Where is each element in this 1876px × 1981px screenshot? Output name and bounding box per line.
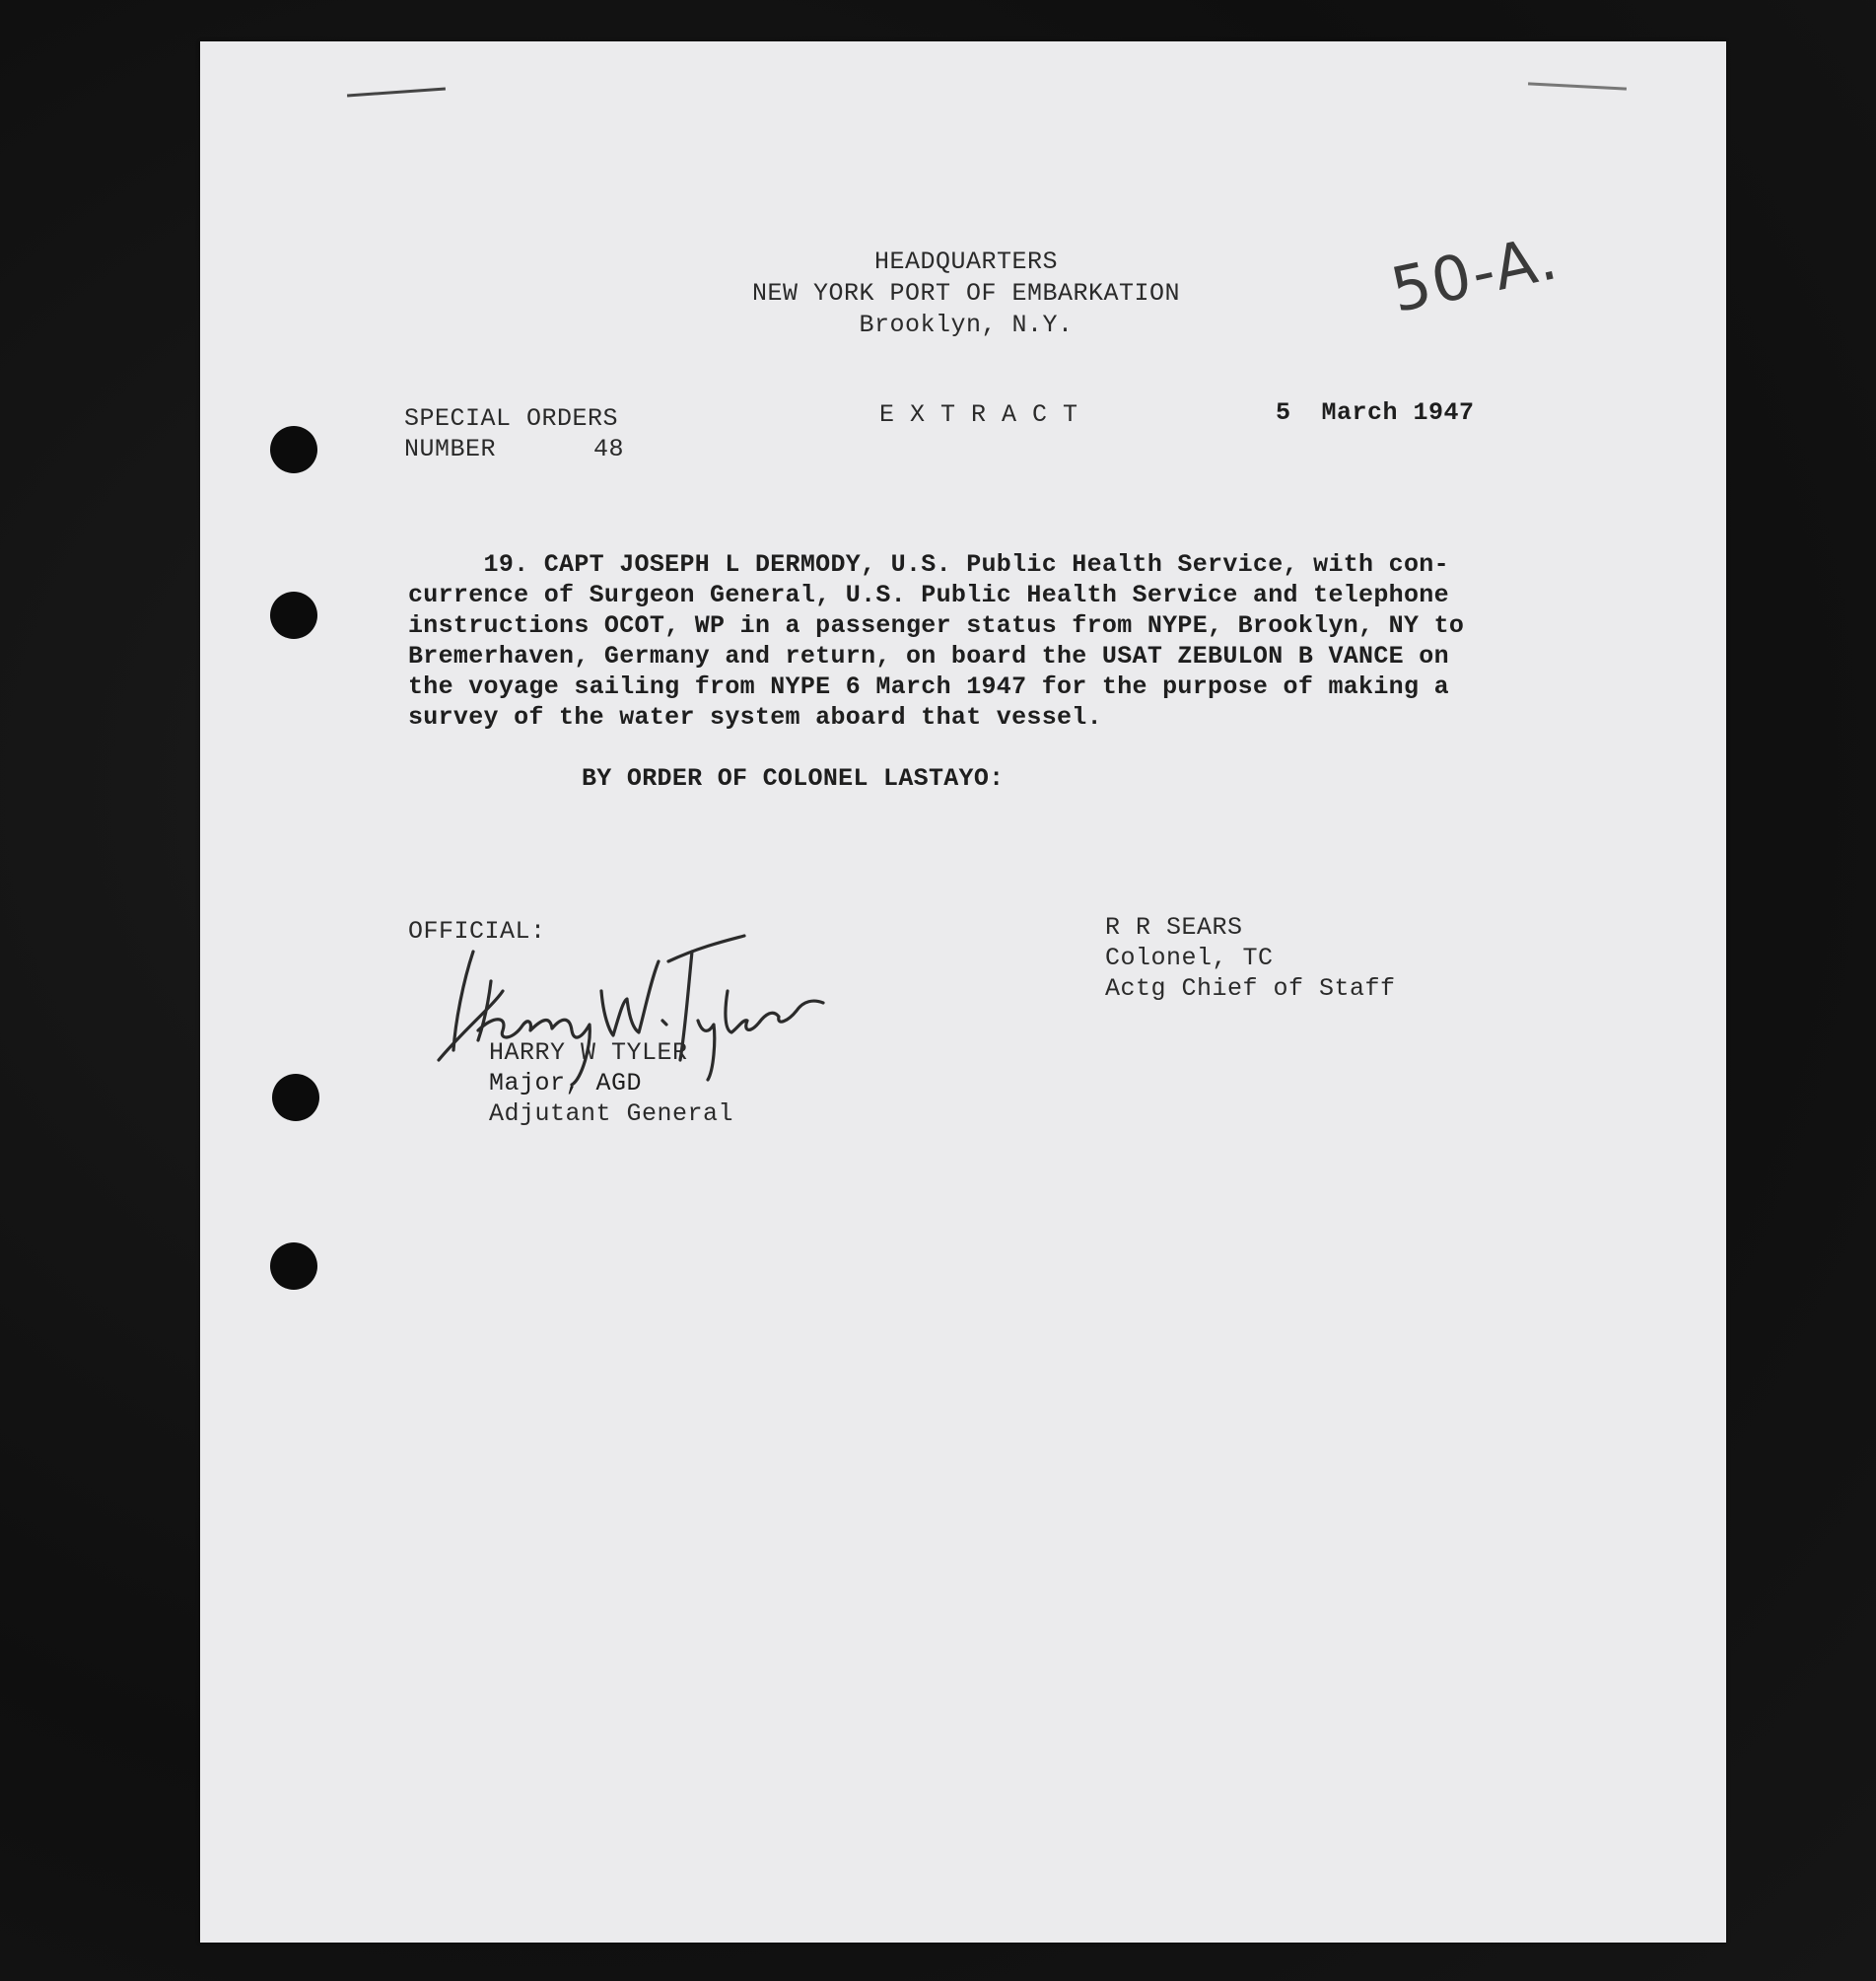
- paragraph-line-6: survey of the water system aboard that vessel.: [408, 703, 1102, 732]
- sears-name: R R SEARS: [1105, 913, 1243, 942]
- sears-rank: Colonel, TC: [1105, 944, 1274, 972]
- header-location: Brooklyn, N.Y.: [859, 311, 1074, 339]
- header-headquarters: HEADQUARTERS: [873, 248, 1059, 276]
- number-label: NUMBER: [404, 435, 497, 463]
- paragraph-line-1: 19. CAPT JOSEPH L DERMODY, U.S. Public Health Service, with con-: [408, 550, 1449, 579]
- extract-label: EXTRACT: [879, 400, 1094, 429]
- handwritten-signature: [434, 922, 828, 1090]
- punch-hole-1: [270, 426, 317, 473]
- special-orders-label: SPECIAL ORDERS: [404, 404, 619, 433]
- sears-title: Actg Chief of Staff: [1105, 974, 1396, 1003]
- punch-hole-4: [270, 1242, 317, 1290]
- paragraph-line-2: currence of Surgeon General, U.S. Public Health Service and telephone: [408, 581, 1449, 609]
- punch-hole-3: [272, 1074, 319, 1121]
- official-name: HARRY W TYLER: [489, 1038, 688, 1067]
- paragraph-line-3: instructions OCOT, WP in a passenger status from NYPE, Brooklyn, NY to: [408, 611, 1465, 640]
- header-port: NEW YORK PORT OF EMBARKATION: [751, 279, 1181, 308]
- paragraph-line-4: Bremerhaven, Germany and return, on board the USAT ZEBULON B VANCE on: [408, 642, 1449, 671]
- official-title: Adjutant General: [489, 1099, 734, 1128]
- official-label: OFFICIAL:: [408, 917, 546, 946]
- handwritten-annotation: 50-A.: [1384, 221, 1565, 326]
- order-number: 48: [593, 435, 625, 463]
- by-order-line: BY ORDER OF COLONEL LASTAYO:: [582, 764, 1005, 793]
- order-date: 5 March 1947: [1276, 398, 1475, 427]
- paragraph-line-5: the voyage sailing from NYPE 6 March 1947 for the purpose of making a: [408, 672, 1449, 701]
- punch-hole-2: [270, 592, 317, 639]
- official-rank: Major, AGD: [489, 1069, 643, 1097]
